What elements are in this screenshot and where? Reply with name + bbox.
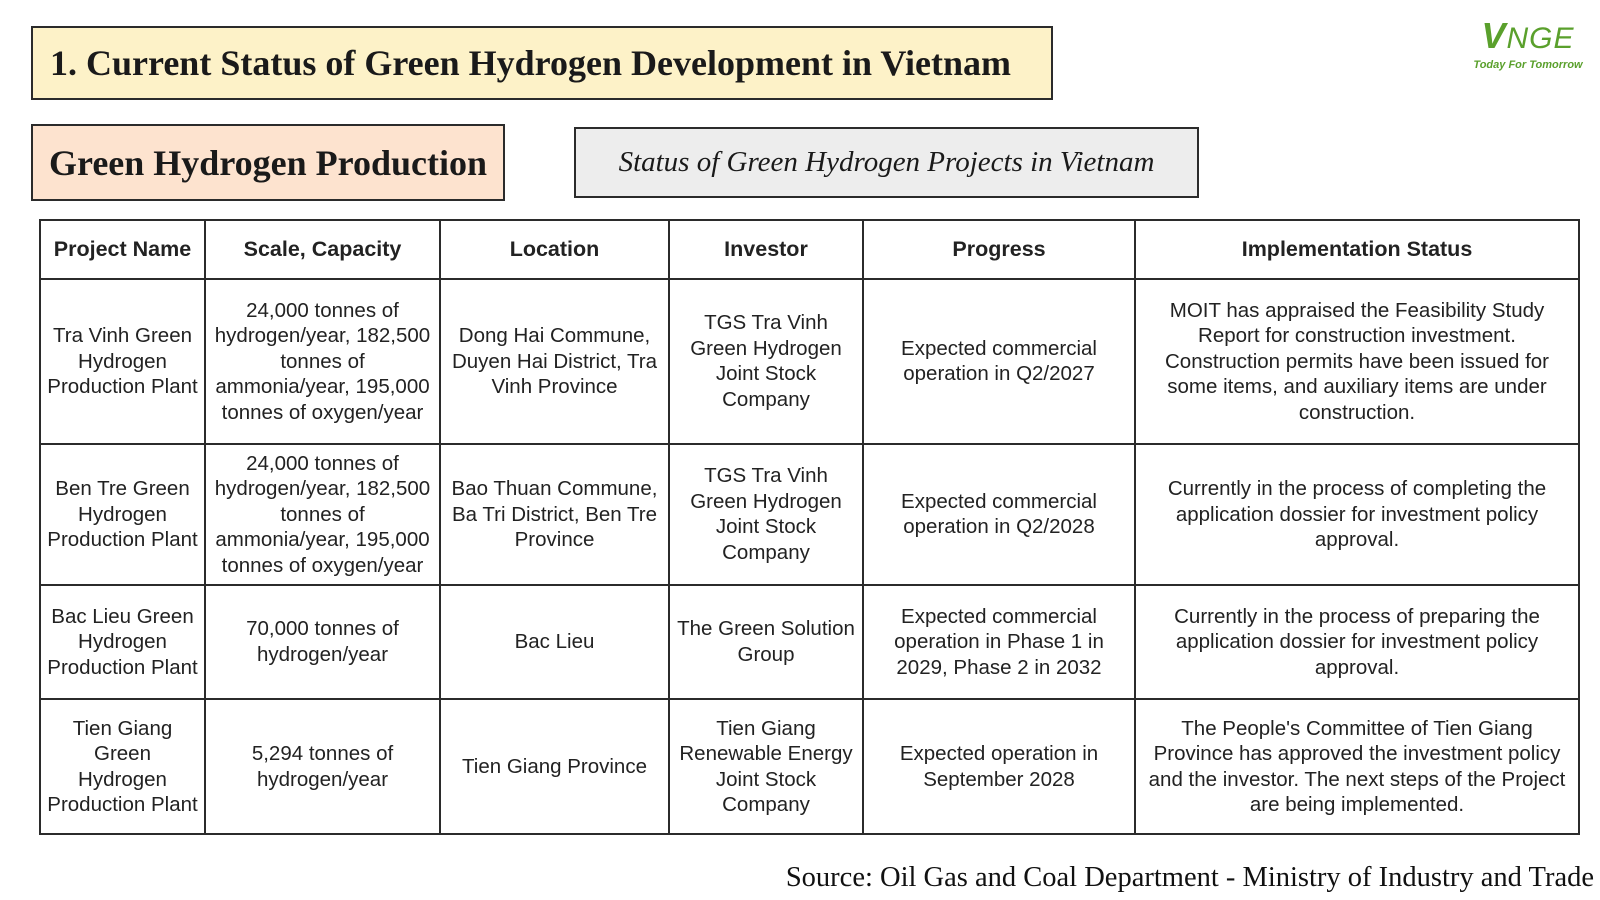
logo-letters: NGE (1506, 22, 1575, 55)
page-title-text: 1. Current Status of Green Hydrogen Development in Vietnam (50, 43, 1011, 83)
cell-status: Currently in the process of completing the application dossier for investment policy approval. (1135, 444, 1579, 585)
cell-location: Dong Hai Commune, Duyen Hai District, Tra Vinh Province (440, 279, 669, 444)
table-caption-text: Status of Green Hydrogen Projects in Vietnam (618, 146, 1155, 178)
logo-mark (1458, 14, 1598, 61)
cell-scale: 70,000 tonnes of hydrogen/year (205, 585, 440, 700)
cell-progress: Expected commercial operation in Q2/2027 (863, 279, 1135, 444)
source-citation: Source: Oil Gas and Coal Department - Ministry of Industry and Trade (785, 862, 1594, 893)
table-row (40, 699, 1579, 834)
cell-progress: Expected commercial operation in Phase 1 in 2029, Phase 2 in 2032 (863, 585, 1135, 700)
cell-location: Bao Thuan Commune, Ba Tri District, Ben Tre Province (440, 444, 669, 585)
column-header-scale: Scale, Capacity (205, 220, 440, 279)
cell-project-name: Ben Tre Green Hydrogen Production Plant (40, 444, 205, 585)
cell-investor: TGS Tra Vinh Green Hydrogen Joint Stock Company (669, 279, 863, 444)
logo-tagline: Today For Tomorrow (1473, 59, 1583, 71)
table-row (40, 585, 1579, 700)
column-header-progress: Progress (863, 220, 1135, 279)
cell-status: The People's Committee of Tien Giang Province has approved the investment policy and the investor. The next steps of the Project are being implemented. (1135, 699, 1579, 834)
page-title (31, 26, 1053, 100)
cell-status: Currently in the process of preparing the application dossier for investment policy approval. (1135, 585, 1579, 700)
cell-scale: 24,000 tonnes of hydrogen/year, 182,500 tonnes of ammonia/year, 195,000 tonnes of oxygen/year (205, 279, 440, 444)
cell-status: MOIT has appraised the Feasibility Study Report for construction investment. Construction permits have been issued for some items, and auxiliary items are under construction. (1135, 279, 1579, 444)
cell-progress: Expected commercial operation in Q2/2028 (863, 444, 1135, 585)
logo-initial: V (1481, 15, 1507, 56)
section-title-text: Green Hydrogen Production (49, 142, 488, 183)
cell-scale: 24,000 tonnes of hydrogen/year, 182,500 tonnes of ammonia/year, 195,000 tonnes of oxygen/year (205, 444, 440, 585)
cell-scale: 5,294 tonnes of hydrogen/year (205, 699, 440, 834)
cell-location: Tien Giang Province (440, 699, 669, 834)
table-caption (574, 127, 1199, 198)
cell-project-name: Bac Lieu Green Hydrogen Production Plant (40, 585, 205, 700)
cell-location: Bac Lieu (440, 585, 669, 700)
cell-investor: TGS Tra Vinh Green Hydrogen Joint Stock Company (669, 444, 863, 585)
column-header-investor: Investor (669, 220, 863, 279)
section-title (31, 124, 505, 201)
company-logo (1458, 14, 1598, 84)
projects-table (39, 219, 1580, 835)
column-header-project-name: Project Name (40, 220, 205, 279)
cell-investor: The Green Solution Group (669, 585, 863, 700)
table-row (40, 279, 1579, 444)
cell-project-name: Tra Vinh Green Hydrogen Production Plant (40, 279, 205, 444)
cell-investor: Tien Giang Renewable Energy Joint Stock Company (669, 699, 863, 834)
column-header-status: Implementation Status (1135, 220, 1579, 279)
table-header-row (40, 220, 1579, 279)
column-header-location: Location (440, 220, 669, 279)
cell-progress: Expected operation in September 2028 (863, 699, 1135, 834)
table-row (40, 444, 1579, 585)
cell-project-name: Tien Giang Green Hydrogen Production Plant (40, 699, 205, 834)
